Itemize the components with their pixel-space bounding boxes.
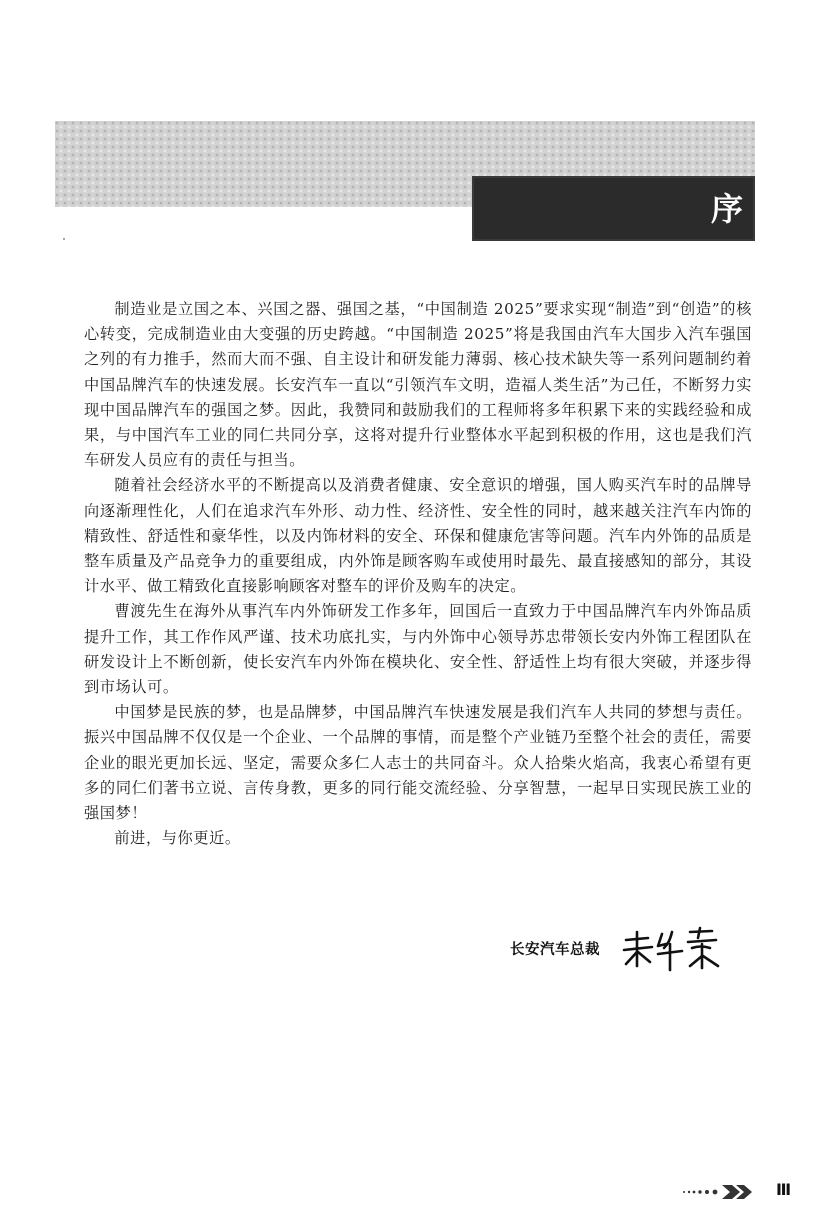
footer-arrow-icon [680, 1182, 760, 1202]
paragraph-1: 制造业是立国之本、兴国之器、强国之基，“中国制造 2025”要求实现“制造”到“创造”的核心转变，完成制造业由大变强的历史跨越。“中国制造 2025”将是我国由汽车大国步入汽车强国之列的有力推手，然而大而不强、自主设计和研发能力薄弱、核心技术缺失等一系列问题制约着中国品牌汽车的快速发展。长安汽车一直以“引领汽车文明，造福人类生活”为己任，不断努力实现中国品牌汽车的强国之梦。因此，我赞同和鼓励我们的工程师将多年积累下来的实践经验和成果，与中国汽车工业的同仁共同分享，这将对提升行业整体水平起到积极的作用，这也是我们汽车研发人员应有的责任与担当。 [84, 300, 752, 470]
paragraph-4: 中国梦是民族的梦，也是品牌梦，中国品牌汽车快速发展是我们汽车人共同的梦想与责任。振兴中国品牌不仅仅是一个企业、一个品牌的事情，而是整个产业链乃至整个社会的责任，需要企业的眼光更加长远、坚定，需要众多仁人志士的共同奋斗。众人拾柴火焰高，我衷心希望有更多的同仁们著书立说、言传身教，更多的同行能交流经验、分享智慧，一起早日实现民族工业的强国梦！ [84, 703, 752, 823]
page-number: Ⅲ [776, 1180, 791, 1199]
paragraph-2: 随着社会经济水平的不断提高以及消费者健康、安全意识的增强，国人购买汽车时的品牌导向逐渐理性化，人们在追求汽车外形、动力性、经济性、安全性的同时，越来越关注汽车内饰的精致性、舒适性和豪华性，以及内饰材料的安全、环保和健康危害等问题。汽车内外饰的品质是整车质量及产品竞争力的重要组成，内外饰是顾客购车或使用时最先、最直接感知的部分，其设计水平、做工精致化直接影响顾客对整车的评价及购车的决定。 [84, 476, 752, 596]
scan-speck [63, 238, 65, 240]
signer-title: 长安汽车总裁 [510, 942, 600, 958]
preface-body [84, 297, 752, 851]
handwritten-signature [622, 926, 722, 972]
paragraph-3: 曹渡先生在海外从事汽车内外饰研发工作多年，回国后一直致力于中国品牌汽车内外饰品质提升工作，其工作作风严谨、技术功底扎实，与内外饰中心领导苏忠带领长安内外饰工程团队在研发设计上不断创新，使长安汽车内外饰在模块化、安全性、舒适性上均有很大突破，并逐步得到市场认可。 [84, 602, 752, 697]
page-footer [680, 1180, 800, 1204]
paragraph-5: 前进，与你更近。 [114, 829, 241, 848]
title-box [472, 176, 755, 241]
signature-block [470, 926, 760, 976]
page-title: 序 [710, 189, 743, 228]
